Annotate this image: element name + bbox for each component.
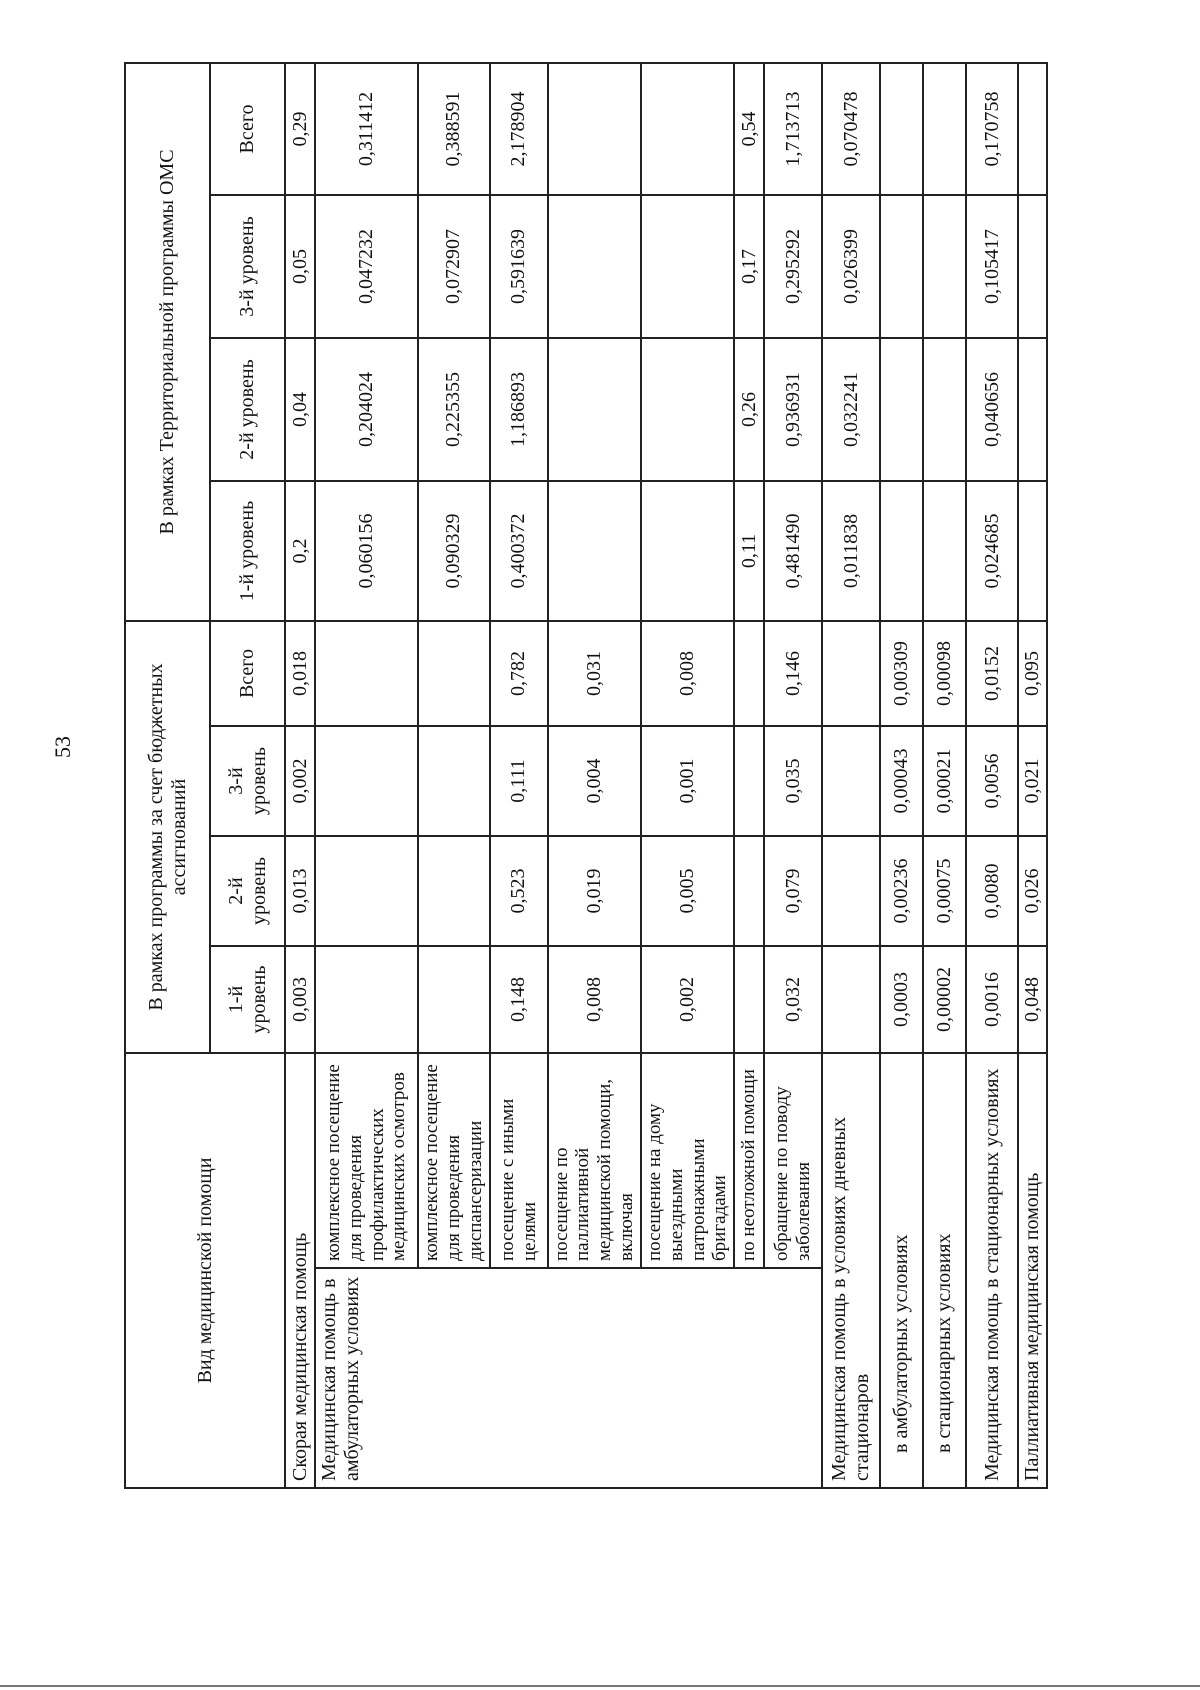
row-label: посещение на дому выездными патронажными бригадами	[641, 1053, 734, 1268]
cell: 0,005	[641, 836, 734, 946]
cell	[641, 481, 734, 621]
cell: 0,040656	[966, 338, 1018, 481]
row-label: Медицинская помощь в стационарных условиях	[966, 1053, 1018, 1488]
row-label: комплексное посещение для проведения профилактических медицинских осмотров	[315, 1053, 418, 1268]
cell: 0,00236	[880, 836, 923, 946]
header-budget-group: В рамках программы за счет бюджетных ассигнований	[125, 621, 210, 1053]
cell: 0,002	[285, 726, 315, 836]
cell: 0,018	[285, 621, 315, 726]
cell	[734, 946, 764, 1053]
cell: 0,0080	[966, 836, 1018, 946]
cell	[315, 946, 418, 1053]
rotated-table-wrapper	[124, 64, 1044, 1489]
cell: 0,591639	[490, 195, 548, 338]
cell: 0,019	[548, 836, 641, 946]
cell: 0,001	[641, 726, 734, 836]
table-row	[966, 63, 1018, 1488]
cell	[1018, 195, 1047, 338]
cell	[880, 63, 923, 195]
cell: 0,026399	[822, 195, 880, 338]
cell: 0,090329	[418, 481, 490, 621]
cell	[641, 195, 734, 338]
cell: 0,146	[764, 621, 822, 726]
cell: 0,032	[764, 946, 822, 1053]
cell: 0,0152	[966, 621, 1018, 726]
cell	[923, 63, 966, 195]
table-row	[1018, 63, 1047, 1488]
medical-care-volume-table	[124, 62, 1048, 1489]
cell	[822, 726, 880, 836]
header-oms-level3: 3-й уровень	[210, 195, 285, 338]
cell: 0,782	[490, 621, 548, 726]
row-label: комплексное посещение для проведения диспансеризации	[418, 1053, 490, 1268]
cell	[734, 836, 764, 946]
cell: 0,024685	[966, 481, 1018, 621]
table-row	[315, 63, 418, 1488]
cell: 0,0003	[880, 946, 923, 1053]
cell	[548, 338, 641, 481]
cell	[923, 338, 966, 481]
cell: 0,388591	[418, 63, 490, 195]
table-row	[822, 63, 880, 1488]
cell: 0,481490	[764, 481, 822, 621]
cell: 0,00021	[923, 726, 966, 836]
cell	[1018, 338, 1047, 481]
cell: 0,072907	[418, 195, 490, 338]
cell	[1018, 63, 1047, 195]
cell	[418, 621, 490, 726]
cell: 0,035	[764, 726, 822, 836]
cell	[1018, 481, 1047, 621]
cell: 0,00002	[923, 946, 966, 1053]
cell	[418, 946, 490, 1053]
cell	[418, 836, 490, 946]
cell: 0,936931	[764, 338, 822, 481]
cell: 2,178904	[490, 63, 548, 195]
cell: 0,004	[548, 726, 641, 836]
cell: 0,00098	[923, 621, 966, 726]
row-label: по неотложной помощи	[734, 1053, 764, 1268]
header-budget-level3: 3-й уровень	[210, 726, 285, 836]
row-label: посещение с иными целями	[490, 1053, 548, 1268]
cell: 0,04	[285, 338, 315, 481]
cell: 0,29	[285, 63, 315, 195]
cell: 0,095	[1018, 621, 1047, 726]
cell: 0,00309	[880, 621, 923, 726]
cell	[315, 726, 418, 836]
cell: 0,11	[734, 481, 764, 621]
cell: 0,008	[641, 621, 734, 726]
table-row	[285, 63, 315, 1488]
row-label: в амбулаторных условиях	[880, 1053, 923, 1488]
cell	[418, 726, 490, 836]
row-label: Паллиативная медицинская помощь	[1018, 1053, 1047, 1488]
cell: 0,002	[641, 946, 734, 1053]
row-label: посещение по паллиативной медицинской помощи, включая	[548, 1053, 641, 1268]
cell: 0,048	[1018, 946, 1047, 1053]
cell: 0,032241	[822, 338, 880, 481]
cell: 1,713713	[764, 63, 822, 195]
header-oms-group: В рамках Территориальной программы ОМС	[125, 63, 210, 621]
cell	[822, 836, 880, 946]
cell: 0,17	[734, 195, 764, 338]
cell	[880, 338, 923, 481]
cell	[548, 481, 641, 621]
cell: 0,079	[764, 836, 822, 946]
row-label: Медицинская помощь в условиях дневных стационаров	[822, 1053, 880, 1488]
row-label: Скорая медицинская помощь	[285, 1053, 315, 1488]
cell: 0,070478	[822, 63, 880, 195]
cell	[315, 836, 418, 946]
cell: 0,311412	[315, 63, 418, 195]
cell: 0,008	[548, 946, 641, 1053]
cell	[548, 195, 641, 338]
cell: 0,400372	[490, 481, 548, 621]
cell	[880, 481, 923, 621]
cell	[641, 338, 734, 481]
cell: 0,00075	[923, 836, 966, 946]
cell: 0,05	[285, 195, 315, 338]
cell	[734, 621, 764, 726]
cell	[548, 63, 641, 195]
cell: 0,013	[285, 836, 315, 946]
cell: 0,021	[1018, 726, 1047, 836]
cell	[315, 621, 418, 726]
cell: 0,523	[490, 836, 548, 946]
cell: 0,105417	[966, 195, 1018, 338]
cell: 0,011838	[822, 481, 880, 621]
scan-edge-line	[0, 1685, 1200, 1687]
cell: 0,170758	[966, 63, 1018, 195]
cell: 0,295292	[764, 195, 822, 338]
cell: 0,225355	[418, 338, 490, 481]
header-budget-level1: 1-й уровень	[210, 946, 285, 1053]
cell	[923, 481, 966, 621]
cell: 0,060156	[315, 481, 418, 621]
table-row	[880, 63, 923, 1488]
cell	[734, 726, 764, 836]
table-row	[923, 63, 966, 1488]
cell: 0,003	[285, 946, 315, 1053]
cell: 0,026	[1018, 836, 1047, 946]
header-oms-level1: 1-й уровень	[210, 481, 285, 621]
cell	[822, 946, 880, 1053]
cell	[880, 195, 923, 338]
cell: 0,111	[490, 726, 548, 836]
cell: 0,0016	[966, 946, 1018, 1053]
cell	[822, 621, 880, 726]
row-label: в стационарных условиях	[923, 1053, 966, 1488]
header-budget-total: Всего	[210, 621, 285, 726]
cell: 0,0056	[966, 726, 1018, 836]
cell: 0,2	[285, 481, 315, 621]
cell: 0,204024	[315, 338, 418, 481]
header-vid: Вид медицинской помощи	[125, 1053, 285, 1488]
cell: 0,00043	[880, 726, 923, 836]
header-budget-level2: 2-й уровень	[210, 836, 285, 946]
cell	[641, 63, 734, 195]
cell	[923, 195, 966, 338]
cell: 0,54	[734, 63, 764, 195]
page-number: 53	[50, 736, 75, 758]
row-group-label: Медицинская помощь в амбулаторных условиях	[315, 1268, 822, 1488]
row-label: обращение по поводу заболевания	[764, 1053, 822, 1268]
cell: 0,26	[734, 338, 764, 481]
cell: 0,148	[490, 946, 548, 1053]
cell: 0,031	[548, 621, 641, 726]
header-oms-level2: 2-й уровень	[210, 338, 285, 481]
header-oms-total: Всего	[210, 63, 285, 195]
cell: 1,186893	[490, 338, 548, 481]
cell: 0,047232	[315, 195, 418, 338]
